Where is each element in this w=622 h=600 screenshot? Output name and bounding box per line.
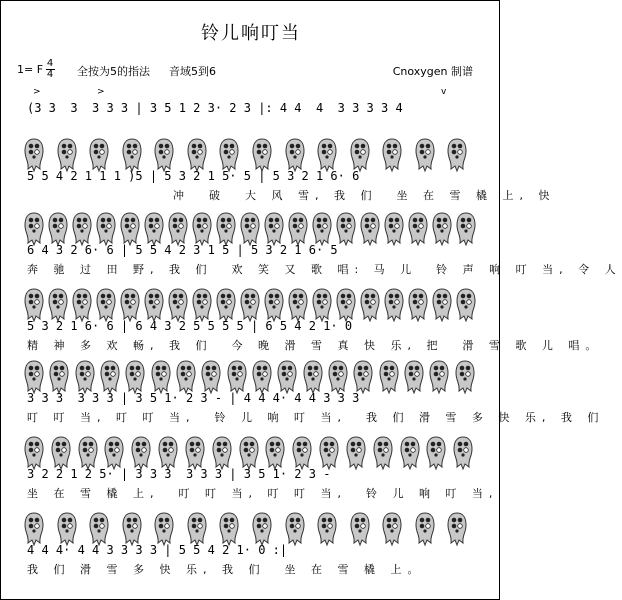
lyrics-line: 冲 破 大 风 雪, 我 们 坐 在 雪 橇 上, 快 <box>173 189 556 202</box>
ocarina-fingering-icon <box>381 511 403 547</box>
ocarina-fingering-icon <box>71 287 93 323</box>
ocarina-fingering-icon <box>56 511 78 547</box>
ocarina-fingering-icon <box>150 359 172 395</box>
ocarina-fingering-icon <box>399 435 421 471</box>
ocarina-fingering-icon <box>200 359 222 395</box>
ocarina-fingering-icon <box>121 137 143 173</box>
author-credit: Cnoxygen 制谱 <box>392 65 473 78</box>
lyrics-line: 精 神 多 欢 畅, 我 们 今 晚 滑 雪 真 快 乐, 把 滑 雪 歌 儿 唱。 <box>27 339 603 352</box>
ocarina-fingering-icon <box>48 359 70 395</box>
ocarina-fingering-icon <box>153 137 175 173</box>
ocarina-fingering-icon <box>359 287 381 323</box>
ocarina-fingering-icon <box>184 435 206 471</box>
song-title: 铃儿响叮当 <box>201 23 301 44</box>
ocarina-fingering-icon <box>143 211 165 247</box>
ocarina-fingering-icon <box>251 137 273 173</box>
ocarina-fingering-icon <box>99 359 121 395</box>
ocarina-fingering-icon <box>381 137 403 173</box>
notation-line: 4 4 4· 4 4 3 3 3 3 | 5 5 4 2 1· 0 :| <box>27 543 288 557</box>
accent-mark: v <box>441 87 447 97</box>
lyrics-line: 奔 驰 过 田 野, 我 们 欢 笑 又 歌 唱: 马 儿 铃 声 响 叮 当, 令 人 <box>27 263 622 276</box>
ocarina-fingering-icon <box>191 211 213 247</box>
ocarina-fingering-icon <box>88 511 110 547</box>
notation-line: 5 5 4 2 1 1 1 )5 | 5 3 2 1 5· 5 | 5 3 2 1 6· 6 <box>27 169 360 183</box>
ocarina-fingering-icon <box>23 137 45 173</box>
ocarina-fingering-icon <box>211 435 233 471</box>
ocarina-fingering-icon <box>372 435 394 471</box>
ocarina-fingering-icon <box>263 287 285 323</box>
ocarina-fingering-icon <box>153 511 175 547</box>
ocarina-fingering-icon <box>226 359 248 395</box>
ocarina-fingering-icon <box>175 359 197 395</box>
ocarina-fingering-icon <box>359 211 381 247</box>
fingering-note: 全按为5的指法 <box>77 65 150 78</box>
ocarina-fingering-icon <box>316 511 338 547</box>
notation-line: (3 3 3 3 3 3 | 3 5 1 2 3· 2 3 |: 4 4 4 3 3 3 3 4 <box>27 101 403 115</box>
ocarina-fingering-icon <box>383 287 405 323</box>
ocarina-fingering-icon <box>191 287 213 323</box>
ocarina-fingering-icon <box>186 511 208 547</box>
ocarina-fingering-icon <box>23 287 45 323</box>
ocarina-fingering-icon <box>403 359 425 395</box>
ocarina-fingering-icon <box>425 435 447 471</box>
ocarina-fingering-icon <box>143 287 165 323</box>
notation-line: 3 3 3 3 3 3 | 3 5 1· 2 3 - | 4 4 4· 4 4 3 3 3 <box>27 391 360 405</box>
ocarina-fingering-icon <box>318 435 340 471</box>
ocarina-fingering-icon <box>23 511 45 547</box>
notation-line: 3 2 2 1 2 5· | 3 3 3 3 3 3 | 3 5 1· 2 3 - <box>27 467 331 481</box>
ocarina-fingering-icon <box>95 287 117 323</box>
ocarina-fingering-icon <box>302 359 324 395</box>
ocarina-fingering-icon <box>218 511 240 547</box>
accent-mark: > <box>33 87 41 97</box>
ocarina-fingering-icon <box>218 137 240 173</box>
ocarina-fingering-icon <box>284 511 306 547</box>
ocarina-fingering-icon <box>23 211 45 247</box>
ocarina-fingering-icon <box>251 359 273 395</box>
ocarina-fingering-icon <box>157 435 179 471</box>
ocarina-fingering-icon <box>23 359 45 395</box>
ocarina-fingering-icon <box>316 137 338 173</box>
ocarina-fingering-icon <box>215 287 237 323</box>
ocarina-fingering-icon <box>71 211 93 247</box>
ocarina-fingering-icon <box>74 359 96 395</box>
ocarina-fingering-icon <box>446 511 468 547</box>
range-note: 音域5到6 <box>169 65 216 78</box>
key-signature: 1= F <box>17 63 44 76</box>
ocarina-fingering-icon <box>454 359 476 395</box>
ocarina-fingering-icon <box>407 287 429 323</box>
time-signature-top: 4 <box>46 58 54 69</box>
time-signature <box>45 59 55 80</box>
notation-line: 6 4 3 2 6· 6 | 5 5 4 2 3 1 5 | 5 3 2 1 6· 5 <box>27 243 338 257</box>
lyrics-line: 坐 在 雪 橇 上, 叮 叮 当, 叮 叮 当, 铃 儿 响 叮 当, <box>27 487 499 500</box>
ocarina-fingering-icon <box>335 287 357 323</box>
ocarina-fingering-icon <box>88 137 110 173</box>
ocarina-fingering-icon <box>77 435 99 471</box>
ocarina-fingering-icon <box>455 211 477 247</box>
ocarina-fingering-icon <box>119 211 141 247</box>
ocarina-fingering-icon <box>311 287 333 323</box>
ocarina-fingering-icon <box>103 435 125 471</box>
ocarina-fingering-icon <box>167 287 189 323</box>
ocarina-fingering-icon <box>23 435 45 471</box>
ocarina-fingering-icon <box>378 359 400 395</box>
ocarina-fingering-icon <box>428 359 450 395</box>
ocarina-fingering-icon <box>124 359 146 395</box>
notation-line: 5 3 2 1 6· 6 | 6 4 3 2 5 5 5 5 | 6 5 4 2 1· 0 <box>27 319 353 333</box>
ocarina-fingering-icon <box>167 211 189 247</box>
ocarina-fingering-icon <box>287 211 309 247</box>
time-signature-bottom: 4 <box>46 69 54 80</box>
ocarina-fingering-icon <box>95 211 117 247</box>
accent-mark: > <box>97 87 105 97</box>
ocarina-fingering-icon <box>345 435 367 471</box>
ocarina-fingering-icon <box>239 287 261 323</box>
ocarina-fingering-icon <box>239 211 261 247</box>
ocarina-fingering-icon <box>311 211 333 247</box>
ocarina-fingering-icon <box>291 435 313 471</box>
ocarina-fingering-icon <box>121 511 143 547</box>
ocarina-fingering-icon <box>264 435 286 471</box>
ocarina-fingering-icon <box>276 359 298 395</box>
ocarina-fingering-icon <box>446 137 468 173</box>
ocarina-fingering-icon <box>215 211 237 247</box>
ocarina-fingering-icon <box>327 359 349 395</box>
ocarina-fingering-icon <box>407 211 429 247</box>
ocarina-fingering-icon <box>349 511 371 547</box>
ocarina-fingering-icon <box>455 287 477 323</box>
ocarina-fingering-icon <box>383 211 405 247</box>
ocarina-fingering-icon <box>119 287 141 323</box>
ocarina-fingering-icon <box>130 435 152 471</box>
ocarina-fingering-icon <box>414 137 436 173</box>
lyrics-line: 叮 叮 当, 叮 叮 当, 铃 儿 响 叮 当, 我 们 滑 雪 多 快 乐, 我 们 <box>27 411 605 424</box>
ocarina-fingering-icon <box>47 211 69 247</box>
ocarina-fingering-icon <box>431 211 453 247</box>
ocarina-fingering-icon <box>50 435 72 471</box>
ocarina-fingering-icon <box>349 137 371 173</box>
ocarina-fingering-icon <box>431 287 453 323</box>
ocarina-fingering-icon <box>186 137 208 173</box>
ocarina-fingering-icon <box>47 287 69 323</box>
ocarina-fingering-icon <box>287 287 309 323</box>
lyrics-line: 我 们 滑 雪 多 快 乐, 我 们 坐 在 雪 橇 上。 <box>27 563 425 576</box>
ocarina-fingering-icon <box>238 435 260 471</box>
ocarina-fingering-icon <box>263 211 285 247</box>
ocarina-fingering-icon <box>56 137 78 173</box>
ocarina-fingering-icon <box>352 359 374 395</box>
ocarina-fingering-icon <box>284 137 306 173</box>
ocarina-fingering-icon <box>251 511 273 547</box>
ocarina-fingering-icon <box>452 435 474 471</box>
ocarina-fingering-icon <box>335 211 357 247</box>
ocarina-fingering-icon <box>414 511 436 547</box>
